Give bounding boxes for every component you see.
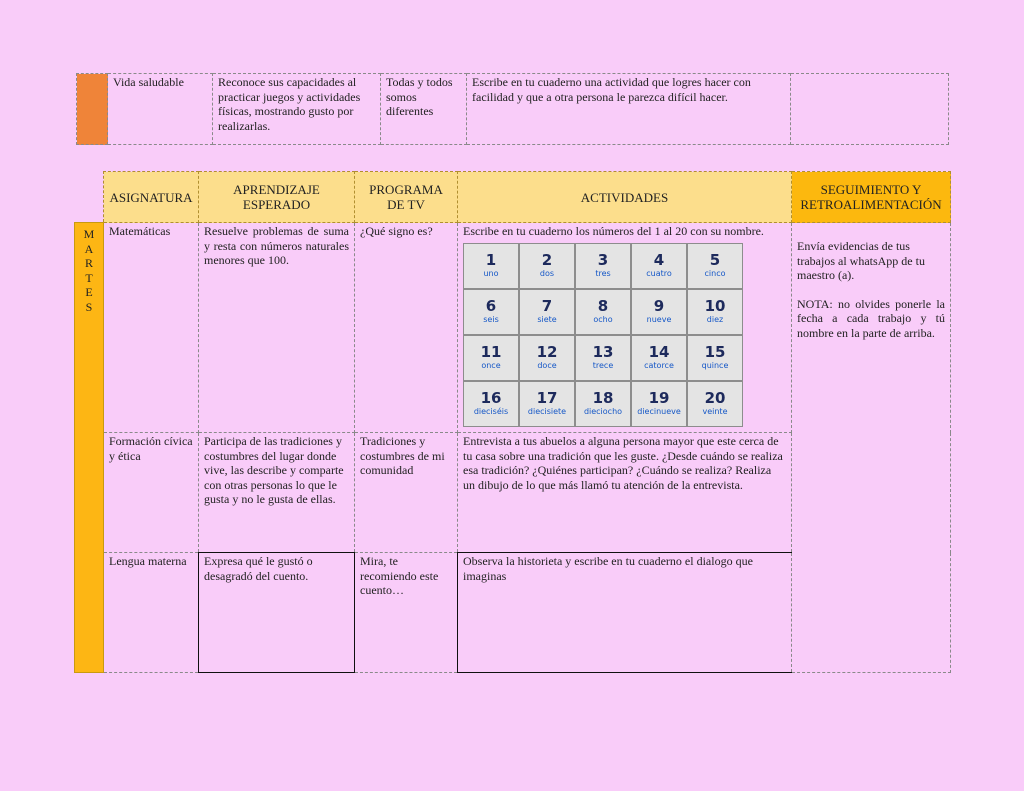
number-word: ocho: [593, 315, 613, 324]
number-digit: 14: [648, 343, 670, 361]
followup-instructions: Envía evidencias de tus trabajos al whatsApp de tu maestro (a).: [797, 239, 925, 282]
number-card: [463, 335, 519, 381]
grid-row: [463, 335, 743, 381]
number-card: [575, 289, 631, 335]
grid-row: [463, 243, 743, 289]
number-word: trece: [592, 361, 614, 370]
activity-cell: [458, 223, 792, 433]
row-marker: [77, 74, 108, 145]
number-word: dos: [539, 269, 555, 278]
number-card: [463, 243, 519, 289]
followup-cell: [791, 74, 949, 145]
subject-cell: Matemáticas: [104, 223, 199, 433]
learning-cell: Expresa qué le gustó o desagradó del cuento.: [199, 553, 355, 673]
number-card: [519, 335, 575, 381]
number-card: [631, 381, 687, 427]
number-word: tres: [595, 269, 611, 278]
number-digit: 1: [485, 251, 497, 269]
program-cell: Mira, te recomiendo este cuento…: [355, 553, 458, 673]
number-digit: 17: [536, 389, 558, 407]
number-word: cinco: [704, 269, 726, 278]
number-card: [463, 381, 519, 427]
program-cell: ¿Qué signo es?: [355, 223, 458, 433]
number-word: uno: [483, 269, 499, 278]
header-spacer: [75, 172, 104, 223]
program-cell: Todas y todos somos diferentes: [381, 74, 467, 145]
number-digit: 10: [704, 297, 726, 315]
number-card: [519, 289, 575, 335]
number-word: diecisiete: [527, 407, 567, 416]
header-learning: APRENDIZAJE ESPERADO: [199, 172, 355, 223]
number-digit: 16: [480, 389, 502, 407]
grid-row: [463, 381, 743, 427]
number-digit: 7: [541, 297, 553, 315]
header-followup: SEGUIMIENTO Y RETROALIMENTACIÓN: [792, 172, 951, 223]
number-card: [575, 335, 631, 381]
number-digit: 5: [709, 251, 721, 269]
number-word: siete: [537, 315, 557, 324]
day-letter: M: [83, 227, 95, 241]
number-card: [575, 381, 631, 427]
number-card: [463, 289, 519, 335]
number-word: veinte: [702, 407, 728, 416]
number-digit: 9: [653, 297, 665, 315]
number-digit: 13: [592, 343, 614, 361]
day-letter: S: [85, 299, 93, 314]
number-word: dieciséis: [473, 407, 509, 416]
followup-cell: [792, 223, 951, 673]
table-row: [77, 74, 949, 145]
learning-cell: Reconoce sus capacidades al practicar juegos y actividades físicas, mostrando gusto por realizarlas.: [213, 74, 381, 145]
number-word: dieciocho: [583, 407, 623, 416]
number-word: doce: [537, 361, 557, 370]
subject-cell: Vida saludable: [108, 74, 213, 145]
number-card: [687, 381, 743, 427]
number-card: [687, 335, 743, 381]
activity-cell: Observa la historieta y escribe en tu cuaderno el dialogo que imaginas: [458, 553, 792, 673]
day-letter: T: [85, 270, 93, 285]
number-card: [631, 243, 687, 289]
number-card: [519, 243, 575, 289]
subject-cell: Formación cívica y ética: [104, 433, 199, 553]
number-digit: 11: [480, 343, 502, 361]
number-digit: 2: [541, 251, 553, 269]
number-digit: 19: [648, 389, 670, 407]
number-word: quince: [701, 361, 729, 370]
number-word: once: [481, 361, 501, 370]
number-card: [631, 289, 687, 335]
number-digit: 6: [485, 297, 497, 315]
activity-text: Escribe en tu cuaderno los números del 1 al 20 con su nombre.: [463, 224, 764, 238]
learning-cell: Participa de las tradiciones y costumbres del lugar donde vive, las describe y comparte con otras personas lo que le gusta y no le gusta de ellas.: [199, 433, 355, 553]
table-row: [75, 223, 951, 433]
number-digit: 8: [597, 297, 609, 315]
activity-cell: Escribe en tu cuaderno una actividad que logres hacer con facilidad y que a otra persona le parezca difícil hacer.: [467, 74, 791, 145]
number-card: [519, 381, 575, 427]
header-subject: ASIGNATURA: [104, 172, 199, 223]
number-digit: 18: [592, 389, 614, 407]
day-label: [75, 223, 104, 673]
day-letter: R: [84, 256, 93, 270]
subject-cell: Lengua materna: [104, 553, 199, 673]
number-word: catorce: [644, 361, 674, 370]
number-digit: 20: [704, 389, 726, 407]
program-cell: Tradiciones y costumbres de mi comunidad: [355, 433, 458, 553]
number-card: [687, 289, 743, 335]
day-letter: E: [85, 285, 93, 299]
activity-cell: Entrevista a tus abuelos a alguna persona mayor que este cerca de tu casa sobre una tradición que les guste. ¿Desde cuándo se realiza esa tradición? ¿Quiénes participan? ¿Cuándo se realiza? Realiza un dibujo de lo que más llamó tu atención de la entrevista.: [458, 433, 792, 553]
top-activity-table: [76, 73, 949, 145]
number-card: [575, 243, 631, 289]
header-row: [75, 172, 951, 223]
numbers-grid: [463, 243, 743, 427]
followup-note: NOTA: no olvides ponerle la fecha a cada trabajo y tú nombre en la parte de arriba.: [797, 296, 945, 340]
header-program: PROGRAMA DE TV: [355, 172, 458, 223]
learning-cell: Resuelve problemas de suma y resta con números naturales menores que 100.: [199, 223, 355, 433]
number-card: [687, 243, 743, 289]
number-word: diecinueve: [637, 407, 681, 416]
number-word: cuatro: [646, 269, 672, 278]
number-digit: 3: [597, 251, 609, 269]
number-digit: 4: [653, 251, 665, 269]
day-letter: A: [84, 241, 94, 256]
tuesday-schedule-table: [74, 171, 951, 673]
number-card: [631, 335, 687, 381]
grid-row: [463, 289, 743, 335]
number-word: nueve: [646, 315, 672, 324]
number-digit: 15: [704, 343, 726, 361]
number-digit: 12: [536, 343, 558, 361]
header-activities: ACTIVIDADES: [458, 172, 792, 223]
number-word: diez: [706, 315, 724, 324]
number-word: seis: [483, 315, 499, 324]
